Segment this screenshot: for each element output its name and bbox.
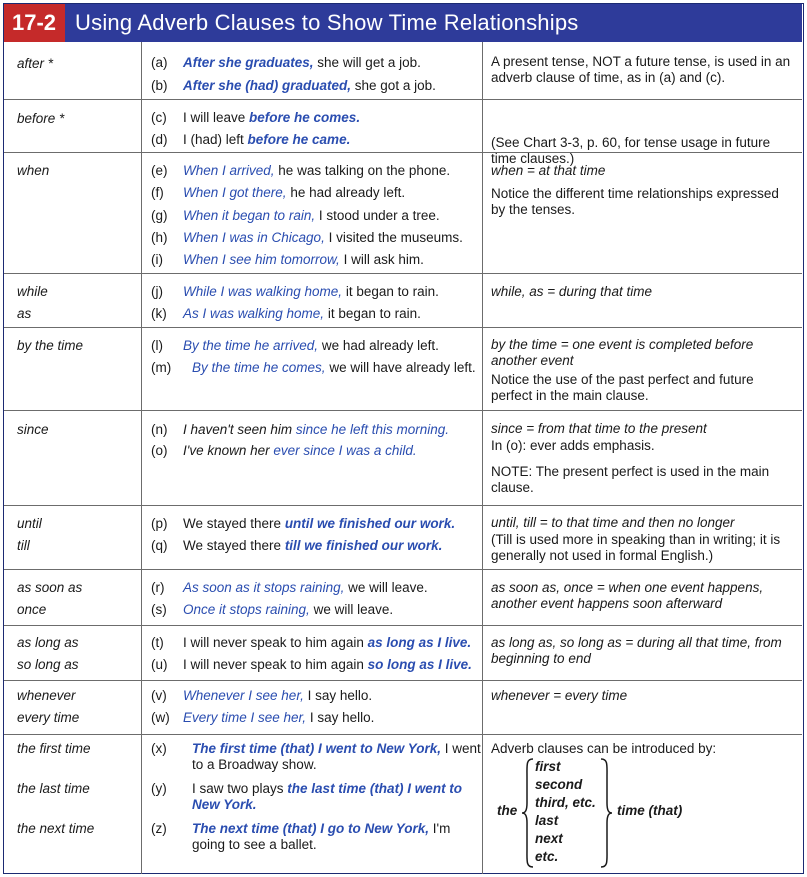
connector-every-time: every time bbox=[17, 710, 80, 725]
example-j: (j) While I was walking home, it began to rain. bbox=[151, 284, 439, 299]
right-brace bbox=[599, 757, 613, 869]
table-row-as-long-as bbox=[4, 626, 802, 681]
connector-by-the-time: by the time bbox=[17, 338, 84, 353]
note-see-chart: (See Chart 3-3, p. 60, for tense usage in future time clauses.) bbox=[491, 135, 771, 166]
example-n: (n) I haven't seen him since he left this morning. bbox=[151, 422, 449, 437]
note-present-tense: A present tense, NOT a future tense, is used in an adverb clause of time, as in (a) and (c). bbox=[491, 54, 791, 85]
left-brace bbox=[521, 757, 535, 869]
chart-header bbox=[4, 4, 802, 42]
table-row-when bbox=[4, 153, 802, 274]
note-as-long-as: as long as, so long as = during all that time, from beginning to end bbox=[491, 635, 782, 666]
brace-item-first: first bbox=[535, 759, 561, 774]
example-t: (t) I will never speak to him again as long as I live. bbox=[151, 635, 472, 650]
brace-left-word: the bbox=[497, 803, 518, 818]
table-row-whenever bbox=[4, 681, 802, 735]
note-whenever: whenever = every time bbox=[491, 688, 628, 703]
connector-as-long-as: as long as bbox=[17, 635, 79, 650]
connector-till: till bbox=[17, 538, 30, 553]
brace-right-word: time (that) bbox=[617, 803, 683, 818]
example-v: (v) Whenever I see her, I say hello. bbox=[151, 688, 373, 703]
note-until: until, till = to that time and then no longer bbox=[491, 515, 735, 530]
brace-item-next: next bbox=[535, 831, 563, 846]
example-h: (h) When I was in Chicago, I visited the museums. bbox=[151, 230, 463, 245]
example-a: (a) After she graduates, she will get a job. bbox=[151, 55, 421, 70]
table-row-as-soon-as bbox=[4, 570, 802, 626]
note-when: when = at that time bbox=[491, 163, 606, 178]
example-d: (d) I (had) left before he came. bbox=[151, 132, 351, 147]
example-g: (g) When it began to rain, I stood under a tree. bbox=[151, 208, 440, 223]
example-k: (k) As I was walking home, it began to rain. bbox=[151, 306, 421, 321]
example-w: (w) Every time I see her, I say hello. bbox=[151, 710, 375, 725]
connector-so-long-as: so long as bbox=[17, 657, 79, 672]
example-x: (x) The first time (that) I went to New York, I went to a Broadway show. bbox=[151, 741, 481, 772]
example-f: (f) When I got there, he had already left. bbox=[151, 185, 406, 200]
example-z: (z) The next time (that) I go to New York, I'm going to see a ballet. bbox=[151, 821, 451, 852]
note-as-soon-as: as soon as, once = when one event happens, another event happens soon afterward bbox=[491, 580, 764, 611]
example-y: (y) I saw two plays the last time (that) I went to New York. bbox=[151, 781, 463, 812]
table-row-while bbox=[4, 274, 802, 328]
table-row-before bbox=[4, 100, 802, 166]
connector-while: while bbox=[17, 284, 48, 299]
connector-once: once bbox=[17, 602, 47, 617]
brace-item-etc: etc. bbox=[535, 849, 559, 864]
connector-when: when bbox=[17, 163, 50, 178]
example-p: (p) We stayed there until we finished our work. bbox=[151, 516, 456, 531]
chart-title: Using Adverb Clauses to Show Time Relationships bbox=[75, 10, 579, 35]
connector-before: before * bbox=[17, 111, 65, 126]
example-b: (b) After she (had) graduated, she got a job. bbox=[151, 78, 436, 93]
connector-the-next-time: the next time bbox=[17, 821, 95, 836]
grammar-chart bbox=[3, 3, 804, 874]
note-since-present-perfect: NOTE: The present perfect is used in the main clause. bbox=[491, 464, 770, 495]
note-introduced-by: Adverb clauses can be introduced by: bbox=[491, 741, 717, 756]
connector-since: since bbox=[17, 422, 49, 437]
note-while: while, as = during that time bbox=[491, 284, 652, 299]
example-i: (i) When I see him tomorrow, I will ask him. bbox=[151, 252, 424, 267]
example-o: (o) I've known her ever since I was a child. bbox=[151, 443, 417, 458]
note-when-detail: Notice the different time relationships expressed by the tenses. bbox=[491, 186, 779, 217]
example-s: (s) Once it stops raining, we will leave. bbox=[151, 602, 394, 617]
example-m: (m) By the time he comes, we will have already left. bbox=[151, 360, 476, 375]
connector-whenever: whenever bbox=[17, 688, 76, 703]
note-since: since = from that time to the present bbox=[491, 421, 707, 436]
chart-number: 17-2 bbox=[4, 4, 65, 42]
example-q: (q) We stayed there till we finished our work. bbox=[151, 538, 443, 553]
connector-until: until bbox=[17, 516, 42, 531]
brace-item-last: last bbox=[535, 813, 559, 828]
brace-item-second: second bbox=[535, 777, 583, 792]
connector-as-soon-as: as soon as bbox=[17, 580, 83, 595]
table-row-until bbox=[4, 506, 802, 570]
example-r: (r) As soon as it stops raining, we will leave. bbox=[151, 580, 428, 595]
note-since-ever: In (o): ever adds emphasis. bbox=[491, 438, 655, 453]
table-row-by-the-time bbox=[4, 328, 802, 411]
example-e: (e) When I arrived, he was talking on the phone. bbox=[151, 163, 451, 178]
example-u: (u) I will never speak to him again so long as I live. bbox=[151, 657, 472, 672]
note-by-the-time-detail: Notice the use of the past perfect and future perfect in the main clause. bbox=[491, 372, 754, 403]
table-row-since bbox=[4, 411, 802, 506]
brace-item-third: third, etc. bbox=[535, 795, 596, 810]
example-l: (l) By the time he arrived, we had already left. bbox=[151, 338, 439, 353]
connector-after: after * bbox=[17, 56, 54, 71]
note-by-the-time: by the time = one event is completed before another event bbox=[491, 337, 754, 368]
table-row-first-time bbox=[4, 735, 802, 874]
connector-as: as bbox=[17, 306, 32, 321]
note-till-usage: (Till is used more in speaking than in writing; it is generally not used in formal English.) bbox=[491, 532, 781, 563]
connector-the-last-time: the last time bbox=[17, 781, 90, 796]
example-c: (c) I will leave before he comes. bbox=[151, 110, 361, 125]
connector-the-first-time: the first time bbox=[17, 741, 91, 756]
